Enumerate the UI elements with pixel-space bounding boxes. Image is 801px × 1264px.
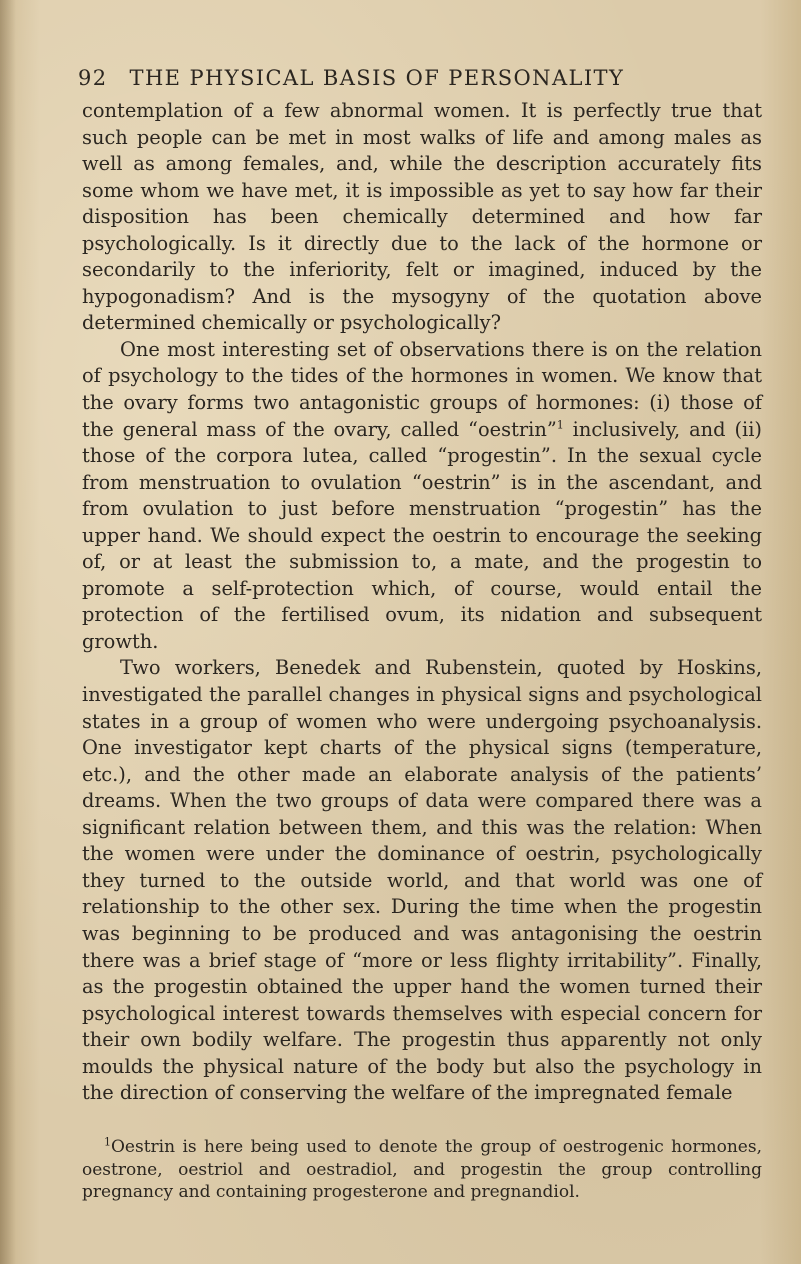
- footnote: [82, 1136, 762, 1204]
- paragraph-1: contemplation of a few abnormal women. It is perfectly true that such people can be met in most walks of life and among males as well as among females, and, while the description accurately fits some whom we have met, it is impossible as yet to say how far their disposition has been chemically determined and how far psychologically. Is it directly due to the lack of the hormone or secondarily to the inferiority, felt or imagined, induced by the hypogonadism? And is the mysogyny of the quotation above determined chemically or psychologically?: [82, 99, 762, 335]
- paragraph-2-part-a: One most interesting set of observations there is on the relation of psychology to the tides of the hormones in women. We know that the ovary forms two antagonistic groups of hormones: (i) those of the general mass of the ovary, called “oestrin”: [82, 337, 762, 441]
- paragraph-3: Two workers, Benedek and Rubenstein, quoted by Hoskins, investigated the parallel changes in physical signs and psychological states in a group of women who were undergoing psychoanalysis. One investigator kept charts of the physical signs (temperature, etc.), and the other made an elaborate analysis of the patients’ dreams. When the two groups of data were compared there was a significant relation between them, and this was the relation: When the women were under the dominance of oestrin, psychologically they turned to the outside world, and that world was one of relationship to the other sex. During the time when the progestin was beginning to be produced and was antagonising the oestrin there was a brief stage of “more or less flighty irritability”. Finally, as the progestin obtained the upper hand the women turned their psychological interest towards themselves with especial concern for their own bodily welfare. The progestin thus apparently not only moulds the physical nature of the body but also the psychology in the direction of conserving the welfare of the impregnated female: [82, 656, 762, 1105]
- paragraph-2-part-b: inclusively, and (ii) those of the corpora lutea, called “progestin”. In the sexual cycle from menstruation to ovulation “oestrin” is in the ascendant, and from ovulation to just before menstruation “progestin” has the upper hand. We should expect the oestrin to encourage the seeking of, or at least the submission to, a mate, and the progestin to promote a self-protection which, of course, would entail the protection of the fertilised ovum, its nidation and subsequent growth.: [82, 417, 762, 653]
- footnote-marker: 1: [104, 1135, 111, 1149]
- footnote-reference: 1: [556, 418, 564, 432]
- paragraph-2: [82, 337, 762, 656]
- main-text: [82, 98, 762, 1107]
- running-title: THE PHYSICAL BASIS OF PERSONALITY: [129, 66, 625, 90]
- running-header: [78, 66, 698, 96]
- page-edge-shadow: [0, 0, 16, 1264]
- page-number: 92: [78, 66, 108, 90]
- footnote-text: Oestrin is here being used to denote the group of oestrogenic hormones, oestrone, oestriol and oestradiol, and progestin the group controlling pregnancy and containing progesterone and pregnandiol.: [82, 1137, 762, 1202]
